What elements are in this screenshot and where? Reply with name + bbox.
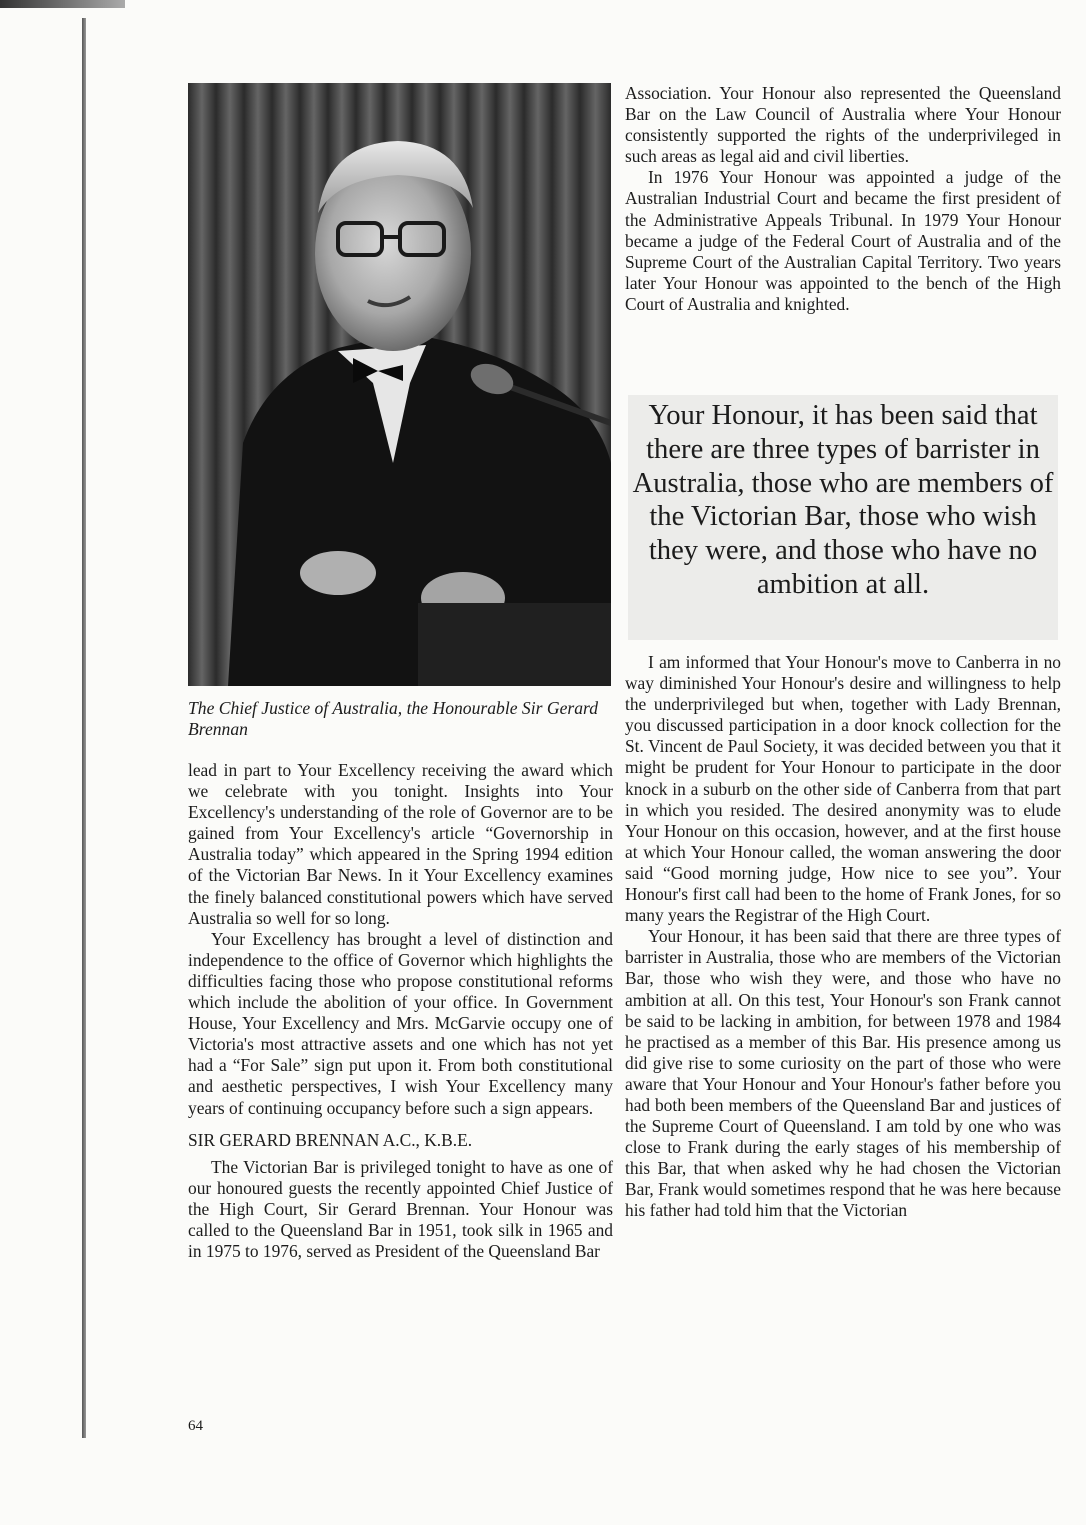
binding-edge [82, 18, 86, 1438]
photo-caption: The Chief Justice of Australia, the Honourable Sir Gerard Brennan [188, 698, 599, 739]
paragraph: Your Excellency has brought a level of distinction and independence to the office of Governor which highlights the difficulties facing those who propose constitutional reforms which include the abolition of your office. In Government House, Your Excellency and Mrs. McGarvie occupy one of Victoria's most attractive assets and one which has not yet had a “For Sale” sign put upon it. From both constitutional and aesthetic perspectives, I wish Your Excellency many years of continuing occupancy before such a sign appears. [188, 928, 613, 1118]
page-corner-mark [0, 0, 125, 8]
paragraph: In 1976 Your Honour was appointed a judge of the Australian Industrial Court and became the first president of the Administrative Appeals Tribunal. In 1979 Your Honour became a judge of the Federal Court of Australia and of the Supreme Court of the Australian Capital Territory. Two years later Your Honour was appointed to the bench of the High Court of Australia and knighted. [625, 167, 1061, 314]
paragraph: The Victorian Bar is privileged tonight to have as one of our honoured guests the recently appointed Chief Justice of the High Court, Sir Gerard Brennan. Your Honour was called to the Queensland Bar in 1951, took silk in 1965 and in 1975 to 1976, served as President of the Queensland Bar [188, 1156, 613, 1262]
paragraph: I am informed that Your Honour's move to Canberra in no way diminished Your Honour's desire and willingness to help the underprivileged but when, together with Lady Brennan, you discussed participation in a door knock collection for the St. Vincent de Paul Society, it was decided between you that it might be prudent for Your Honour to participate in the door knock in a suburb on the other side of Canberra from that part in which you resided. The desired anonymity was to elude Your Honour on this occasion, however, and at the first house at which Your Honour called, the woman answering the door said “Good morning judge, How nice to see you”. Your Honour's first call had been to the home of Frank Jones, for so many years the Registrar of the High Court. [625, 652, 1061, 926]
section-heading: SIR GERARD BRENNAN A.C., K.B.E. [188, 1129, 473, 1150]
paragraph: Your Honour, it has been said that there are three types of barrister in Australia, those who are members of the Victorian Bar, those who wish they were, and those who have no ambition at all. On this test, Your Honour's son Frank cannot be said to be lacking in ambition, for between 1978 and 1984 he practised as a member of this Bar. His presence among us did give rise to some curiosity on the part of those who were aware that Your Honour and Your Honour's father before you had both been members of the Queensland Bar and justices of the Supreme Court of Queensland. I am told by one who was close to Frank during the early stages of his membership of this Bar, that when asked why he had chosen the Victorian Bar, Frank would sometimes respond that he was here because his father had told him that the Victorian [625, 926, 1061, 1221]
pull-quote: Your Honour, it has been said that there are three types of barrister in Australia, those who are members of the Victorian Bar, those who wish they were, and those who have no ambition at all. [628, 395, 1058, 640]
paragraph: lead in part to Your Excellency receiving the award which we celebrate with you tonight. Insights into Your Excellency's understanding of the role of Governor are to be gained from Your Excellency's article “Governorship in Australia today” which appeared in the Spring 1994 edition of the Victorian Bar News. In it Your Excellency examines the finely balanced constitutional powers which have served Australia so well for so long. [188, 760, 613, 928]
page-number: 64 [188, 1418, 203, 1434]
paragraph: Association. Your Honour also represented the Queensland Bar on the Law Council of Australia where Your Honour consistently supported the rights of the underprivileged in such areas as legal aid and civil liberties. [625, 83, 1061, 167]
left-column [188, 760, 613, 1262]
portrait-photo [188, 83, 611, 686]
right-column-top [625, 83, 1061, 315]
portrait-illustration [188, 83, 611, 686]
right-column-bottom [625, 652, 1061, 1222]
